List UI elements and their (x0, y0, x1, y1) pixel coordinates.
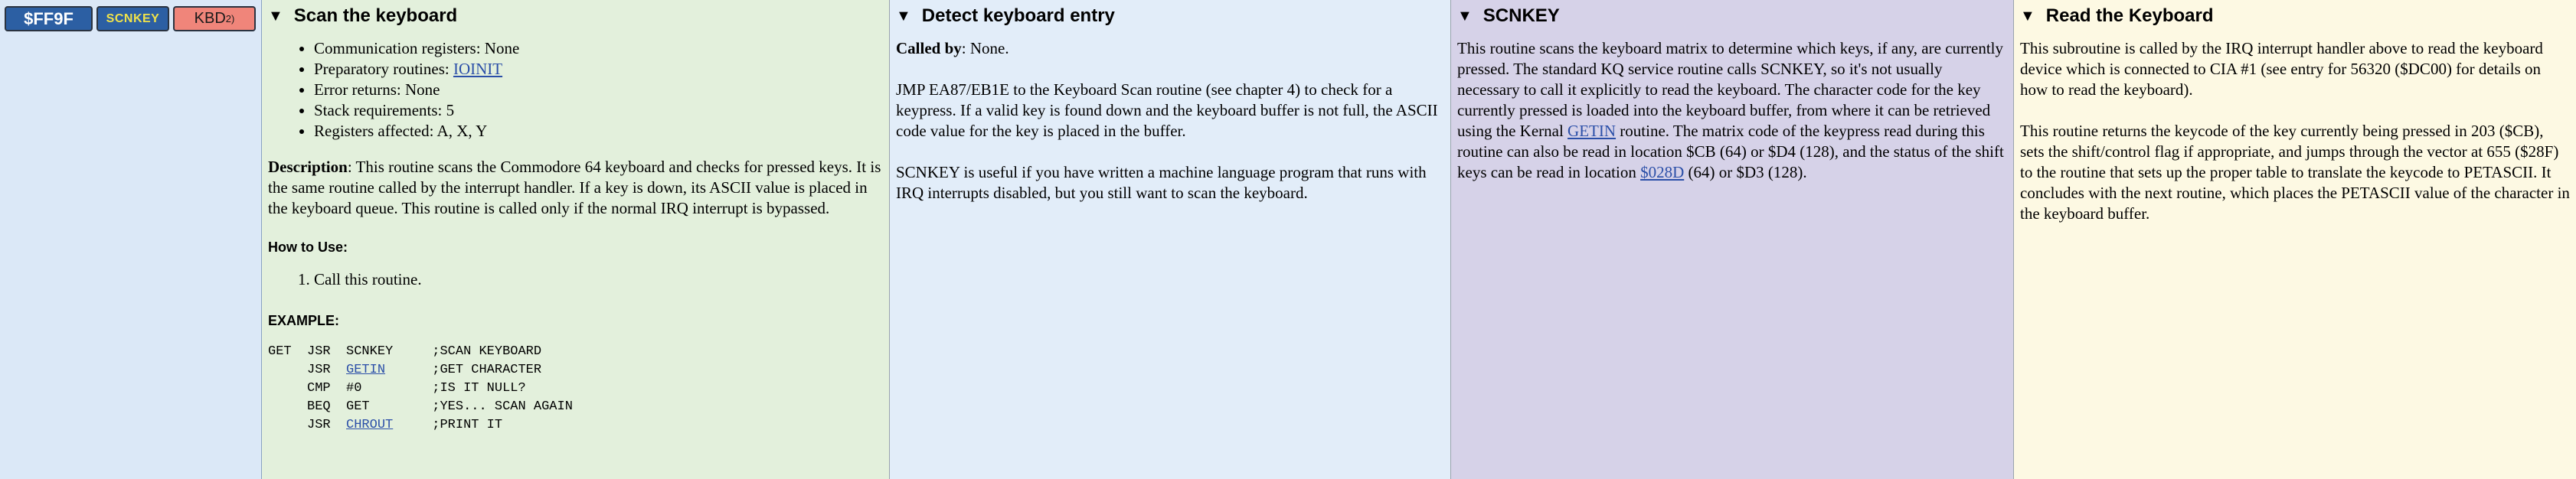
code-line: JSR CHROUT ;PRINT IT (307, 418, 503, 432)
called-by-label: Called by (896, 39, 962, 57)
fact-item: • Communication registers: None (314, 38, 883, 59)
paragraph: This routine returns the keycode of the key currently being pressed in 203 ($CB), sets the shift/control flag if appropriate, and jumps through the vector at 655 ($28F) to the routine that sets up the proper table to translate the keycode to PETASCII. It concludes with the next routine, which places the PETASCII value of the character in the keyboard buffer. (2020, 122, 2570, 223)
column-title: Detect keyboard entry (921, 5, 1115, 26)
address-column (0, 0, 262, 479)
shift-flag-link[interactable]: $028D (1640, 163, 1685, 181)
getin-link[interactable]: GETIN (1568, 122, 1617, 140)
paragraph: This routine scans the keyboard matrix to determine which keys, if any, are currently pressed. The standard KQ service routine calls SCNKEY, so it's not usually necessary to call it explicitly to read the keyboard. The character code for the key currently pressed is loaded into the keyboard buffer, from where it can be retrieved using the Kernal GETIN routine. The matrix code of the keypress read during this routine can also be read in location $CB (64) or $D4 (128), and the status of the shift keys can be read in location $028D (64) or $D3 (128). (1457, 39, 2004, 181)
collapse-triangle-icon[interactable]: ▼ (2020, 7, 2035, 24)
chrout-link[interactable]: CHROUT (346, 418, 394, 432)
column-scnkey (1451, 0, 2014, 479)
code-line: BEQ GET ;YES... SCAN AGAIN (307, 399, 573, 414)
ioinit-link[interactable]: IOINIT (453, 60, 503, 78)
getin-link[interactable]: GETIN (346, 363, 386, 377)
called-by-text: : None. (961, 39, 1009, 57)
address-tag[interactable]: $FF9F (5, 6, 93, 31)
column-header[interactable] (896, 5, 1444, 28)
column-header[interactable] (1457, 5, 2007, 28)
paragraph: This subroutine is called by the IRQ interrupt handler above to read the keyboard device which is connected to CIA #1 (see entry for 56320 ($DC00) for details on how to read the keyboard). (2020, 39, 2543, 99)
steps-list (314, 269, 883, 290)
column-title: SCNKEY (1483, 5, 1560, 26)
howto-heading: How to Use: (268, 240, 348, 255)
example-heading: EXAMPLE: (268, 313, 340, 328)
code-line: CMP #0 ;IS IT NULL? (307, 381, 526, 396)
column-title: Scan the keyboard (293, 5, 458, 26)
fact-item: • Preparatory routines: IOINIT (314, 59, 883, 80)
fact-item: • Error returns: None (314, 80, 883, 100)
column-header[interactable] (268, 5, 883, 28)
column-title: Read the Keyboard (2045, 5, 2214, 26)
routine-name-tag[interactable]: SCNKEY (96, 6, 169, 31)
fact-item: • Registers affected: A, X, Y (314, 121, 883, 142)
description (268, 157, 883, 219)
category-tag[interactable]: KBD 2) (173, 6, 256, 31)
column-scan-the-keyboard (262, 0, 890, 479)
code-line: GET JSR SCNKEY ;SCAN KEYBOARD (268, 344, 542, 359)
column-read-the-keyboard (2014, 0, 2576, 479)
description-label: Description (268, 158, 348, 176)
paragraph: SCNKEY is useful if you have written a machine language program that runs with IRQ interrupts disabled, but you still want to scan the keyboard. (896, 163, 1427, 202)
paragraph: JMP EA87/EB1E to the Keyboard Scan routine (see chapter 4) to check for a keypress. If a valid key is found down and the keyboard buffer is not full, the ASCII code value for the key is placed in the buffer. (896, 80, 1438, 140)
fact-item: • Stack requirements: 5 (314, 100, 883, 121)
code-example (268, 343, 883, 435)
facts-list (314, 38, 883, 142)
collapse-triangle-icon[interactable]: ▼ (1457, 7, 1473, 24)
column-body (2020, 38, 2570, 224)
column-header[interactable] (2020, 5, 2570, 28)
code-line: JSR GETIN ;GET CHARACTER (307, 363, 542, 377)
description-text: : This routine scans the Commodore 64 keyboard and checks for pressed keys. It is the same routine called by the interrupt handler. If a key is down, its ASCII value is placed in the keyboard queue. This routine is called only if the normal IRQ interrupt is bypassed. (268, 158, 881, 217)
step-item: 1. Call this routine. (314, 269, 883, 290)
column-body (1457, 38, 2007, 183)
column-body (896, 38, 1444, 204)
column-detect-keyboard-entry (890, 0, 1451, 479)
collapse-triangle-icon[interactable]: ▼ (896, 7, 911, 24)
category-label: KBD (194, 10, 226, 27)
collapse-triangle-icon[interactable]: ▼ (268, 7, 283, 24)
